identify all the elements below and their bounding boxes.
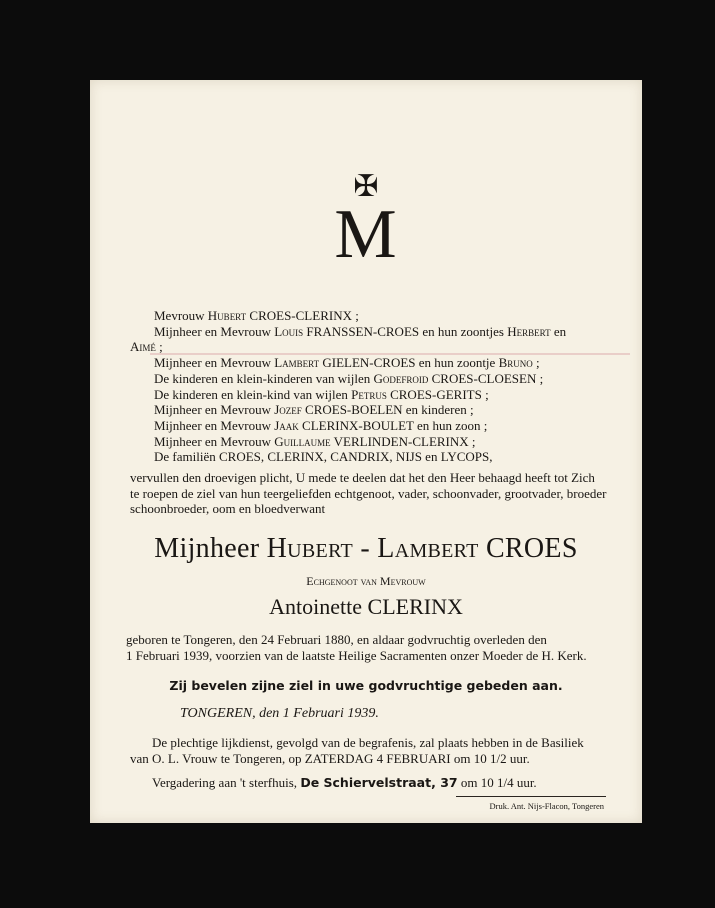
mourner-first-name: Louis (274, 323, 304, 339)
mourner-text: De familiën CROES, CLERINX, CANDRIX, NIJS en LYCOPS, (154, 449, 493, 465)
spouse-surname: CLERINX (367, 594, 463, 619)
mourner-line (130, 402, 607, 418)
mourner-first-name: Bruno (498, 355, 533, 371)
mourner-text: Mijnheer en Mevrouw (154, 433, 275, 449)
mourner-line (130, 324, 607, 340)
mourner-line (130, 371, 607, 387)
mourner-text: CROES-CLERINX ; (246, 308, 359, 323)
mourner-first-name: Guillaume (274, 433, 331, 449)
mourner-text: en (550, 323, 567, 339)
spouse-label: Echgenoot van Mevrouw (306, 574, 426, 588)
mourner-text: Mijnheer en Mevrouw (154, 323, 275, 339)
gathering-text: Vergadering aan 't sterfhuis, (152, 775, 298, 790)
mourner-first-name: Godefroid (373, 370, 429, 386)
spouse-name (90, 594, 642, 620)
mourner-text: De kinderen en klein-kinderen van wijlen (154, 370, 374, 386)
funeral-details (130, 735, 607, 767)
mourner-text: CROES-GERITS ; (386, 386, 489, 402)
intro-line: schoonbroeder, oom en bloedverwant (130, 501, 326, 517)
mourner-text: CLERINX-BOULET en hun zoon ; (298, 417, 488, 433)
mourner-line (130, 418, 607, 434)
mourner-text: De kinderen en klein-kind van wijlen (154, 386, 352, 402)
birth-line: 1 Februari 1939, voorzien van de laatste Heilige Sacramenten onzer Moeder de H. Kerk. (126, 648, 587, 663)
mourner-first-name: Jozef (274, 402, 302, 418)
deceased-first-name: Hubert (266, 533, 354, 564)
mourner-text: CROES-BOELEN en kinderen ; (301, 402, 474, 418)
mourner-first-name: Lambert (274, 355, 320, 371)
mourner-line (130, 434, 607, 450)
intro-line: vervullen den droevigen plicht, U mede te deelen dat het den Heer behaagd heeft tot Zich (130, 470, 595, 485)
gathering-address: De Schiervelstraat, 37 (300, 775, 458, 790)
gathering-details (152, 775, 537, 791)
mourner-text: ; (155, 339, 163, 355)
mourner-text: ; (532, 355, 540, 371)
death-notice-card (90, 80, 642, 823)
place-date: TONGEREN, den 1 Februari 1939. (180, 706, 379, 721)
mourners-list (130, 308, 607, 465)
mourner-first-name: Aimé (130, 339, 156, 355)
prayer-request: Zij bevelen zijne ziel in uwe godvruchtige gebeden aan. (169, 678, 563, 693)
mourner-text: FRANSSEN-CROES en hun zoontjes (303, 323, 508, 339)
mourner-line (130, 308, 607, 324)
deceased-surname: CROES (485, 533, 578, 564)
mourner-text: CROES-CLOESEN ; (428, 370, 544, 386)
mourner-first-name: Herbert (507, 323, 551, 339)
mourner-line (130, 387, 607, 403)
mourner-first-name: Jaak (274, 417, 299, 433)
birth-death-details (126, 632, 607, 664)
cross-icon: ✠ (353, 169, 379, 204)
birth-line: geboren te Tongeren, den 24 Februari 1880, en aldaar godvruchtig overleden den (126, 632, 547, 647)
spouse-first-name: Antoinette (269, 594, 363, 619)
printer-rule (456, 796, 606, 797)
monogram-letter: M (334, 196, 398, 273)
mourner-line (130, 449, 607, 465)
mourner-text: Mevrouw (154, 308, 208, 323)
intro-line: te roepen de ziel van hun teergeliefden echtgenoot, vader, schoonvader, grootvader, broeder (130, 485, 607, 501)
mourner-text: Mijnheer en Mevrouw (154, 417, 275, 433)
deceased-name (90, 533, 642, 565)
mourner-line (130, 339, 607, 355)
gathering-time: om 10 1/4 uur. (460, 775, 537, 790)
mourner-first-name: Petrus (351, 386, 387, 402)
printer-credit: Druk. Ant. Nijs-Flacon, Tongeren (489, 801, 604, 811)
deceased-prefix: Mijnheer (154, 533, 260, 564)
mourner-text: Mijnheer en Mevrouw (154, 355, 275, 371)
mourner-first-name: Hubert (207, 308, 247, 323)
funeral-line: van O. L. Vrouw te Tongeren, op ZATERDAG 4 FEBRUARI om 10 1/2 uur. (130, 751, 530, 766)
mourner-text: GIELEN-CROES en hun zoontje (319, 355, 499, 371)
marian-monogram (90, 169, 642, 273)
mourner-text: VERLINDEN-CLERINX ; (330, 433, 476, 449)
announcement-text (130, 470, 607, 517)
mourner-text: Mijnheer en Mevrouw (154, 402, 275, 418)
deceased-second-name: Lambert (377, 533, 479, 564)
mourner-line (130, 355, 607, 371)
funeral-line: De plechtige lijkdienst, gevolgd van de begrafenis, zal plaats hebben in de Basiliek (152, 735, 584, 750)
deceased-dash: - (360, 533, 370, 564)
